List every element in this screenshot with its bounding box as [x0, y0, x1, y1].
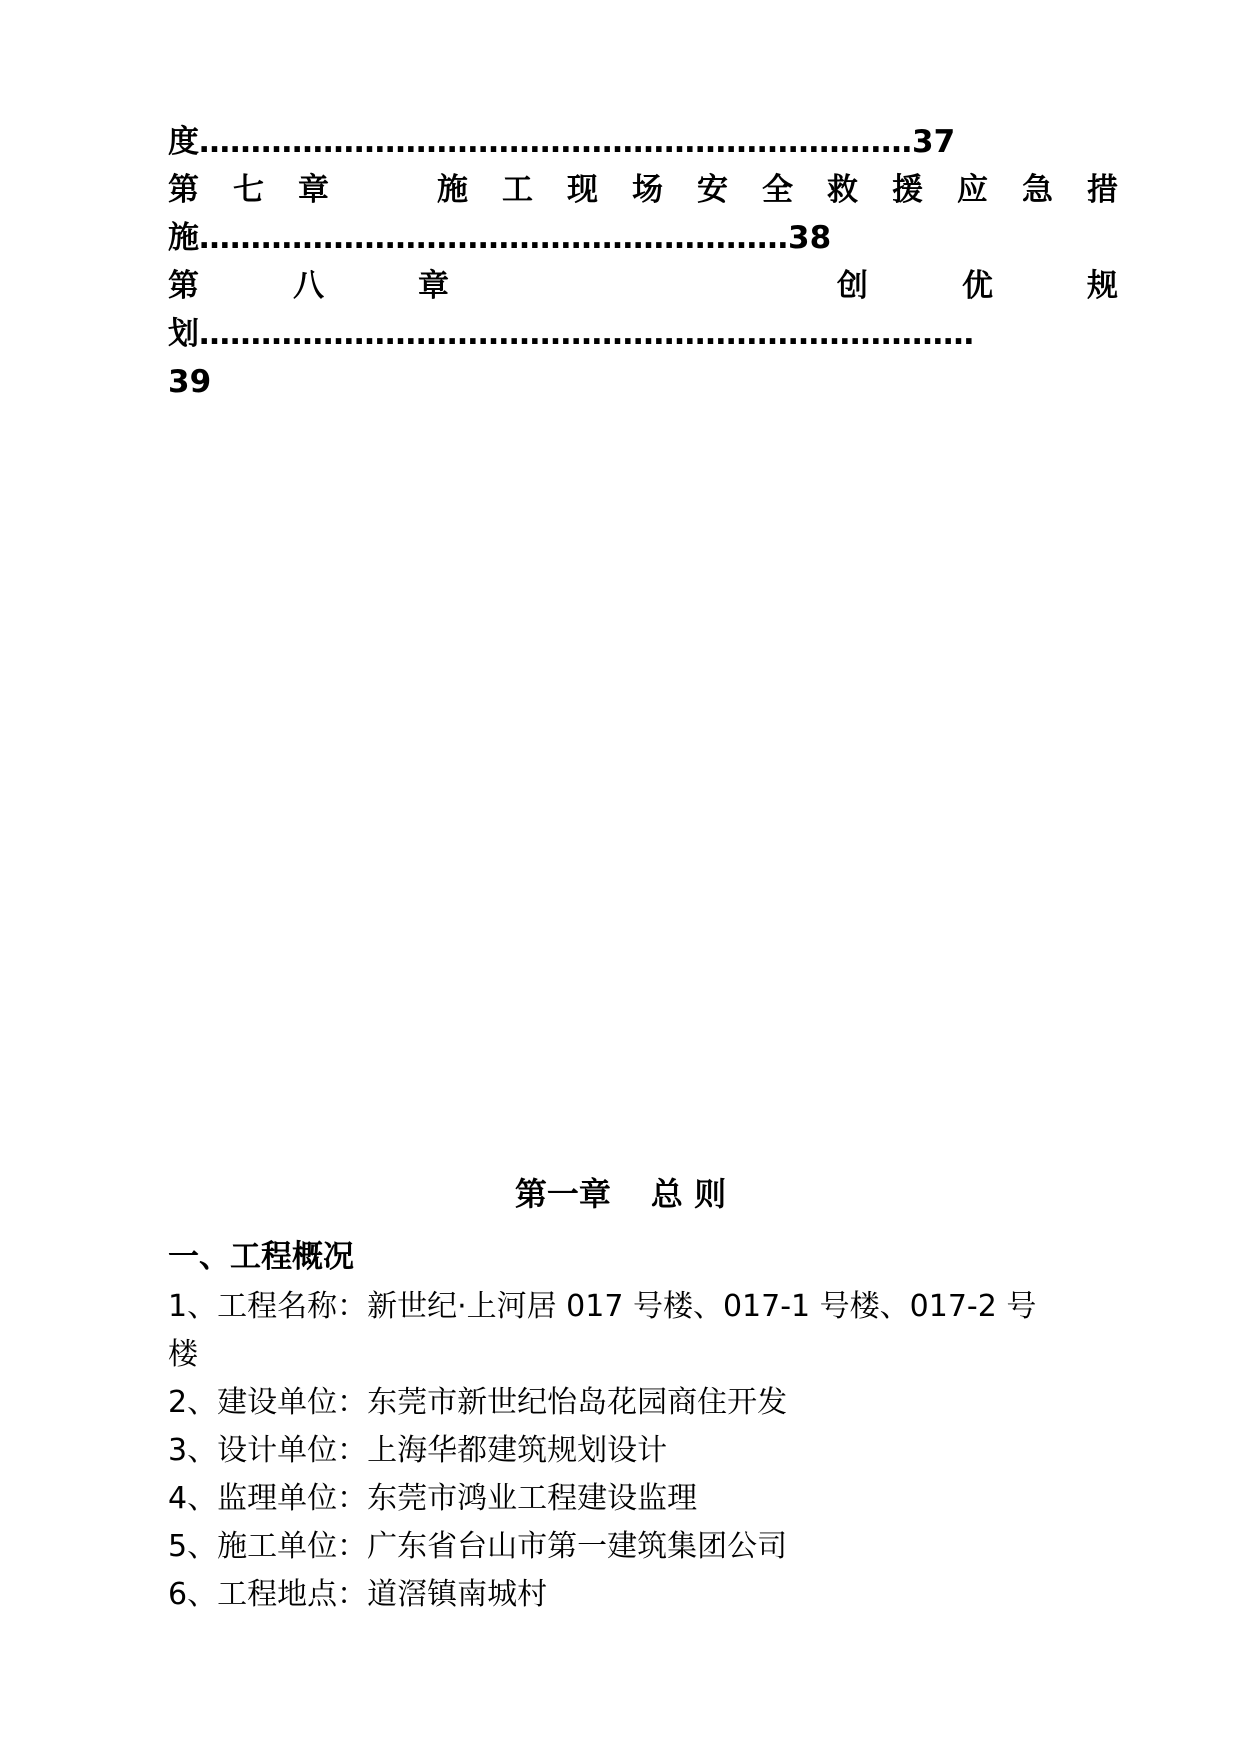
toc-char: 急	[1022, 172, 1053, 208]
toc-gap	[543, 262, 743, 310]
toc-char: 章	[418, 268, 449, 304]
toc-leader: ……………………………………………………………	[199, 124, 912, 160]
toc-page-number: 39	[168, 364, 212, 400]
toc-char: 全	[762, 172, 793, 208]
toc-char: 施	[437, 172, 468, 208]
toc-char: 优	[962, 268, 993, 304]
toc-char: 措	[1087, 172, 1118, 208]
list-item: 2、建设单位：东莞市新世纪怡岛花园商住开发	[168, 1385, 788, 1420]
toc-char: 规	[1087, 268, 1118, 304]
list-item: 5、施工单位：广东省台山市第一建筑集团公司	[168, 1529, 788, 1564]
toc-leader: …………………………………………………………………	[199, 316, 974, 352]
toc-entry-text: 划	[168, 316, 199, 352]
toc-entry-ch7[interactable]	[168, 166, 1118, 214]
toc-entry-text: 度	[168, 124, 199, 160]
list-item: 1、工程名称：新世纪·上河居 017 号楼、017-1 号楼、017-2 号	[168, 1289, 1037, 1324]
toc-entry-ch8-cont[interactable]	[168, 310, 1118, 358]
toc-page-number: 38	[788, 220, 832, 256]
toc-entry-ch8-page[interactable]	[168, 358, 1118, 406]
list-item: 3、设计单位：上海华都建筑规划设计	[168, 1433, 668, 1468]
toc-char: 现	[567, 172, 598, 208]
toc-char: 七	[233, 172, 264, 208]
toc-char: 援	[892, 172, 923, 208]
list-item: 4、监理单位：东莞市鸿业工程建设监理	[168, 1481, 698, 1516]
toc-char: 第	[168, 268, 199, 304]
toc-entry-text: 施	[168, 220, 199, 256]
toc-char: 章	[298, 172, 329, 208]
list-item: 楼	[168, 1337, 198, 1372]
chapter-title	[0, 1172, 1241, 1216]
list-item: 6、工程地点：道滘镇南城村	[168, 1577, 548, 1612]
toc-entry-ch7-cont[interactable]	[168, 214, 1118, 262]
table-of-contents	[168, 118, 1118, 406]
toc-page-number: 37	[912, 124, 956, 160]
toc-char: 创	[837, 268, 868, 304]
project-overview-list	[168, 1283, 1128, 1619]
toc-char: 救	[827, 172, 858, 208]
toc-char: 场	[632, 172, 663, 208]
chapter-number: 第一章	[514, 1175, 611, 1213]
toc-char: 应	[957, 172, 988, 208]
toc-char: 安	[697, 172, 728, 208]
chapter-name: 总 则	[650, 1175, 727, 1213]
toc-leader: …………………………………………………	[199, 220, 788, 256]
toc-gap	[363, 166, 403, 214]
section-heading: 一、工程概况	[168, 1239, 354, 1275]
toc-entry-du[interactable]	[168, 118, 1118, 166]
toc-char: 八	[293, 268, 324, 304]
toc-entry-ch8[interactable]	[168, 262, 1118, 310]
toc-char: 工	[502, 172, 533, 208]
toc-char: 第	[168, 172, 199, 208]
